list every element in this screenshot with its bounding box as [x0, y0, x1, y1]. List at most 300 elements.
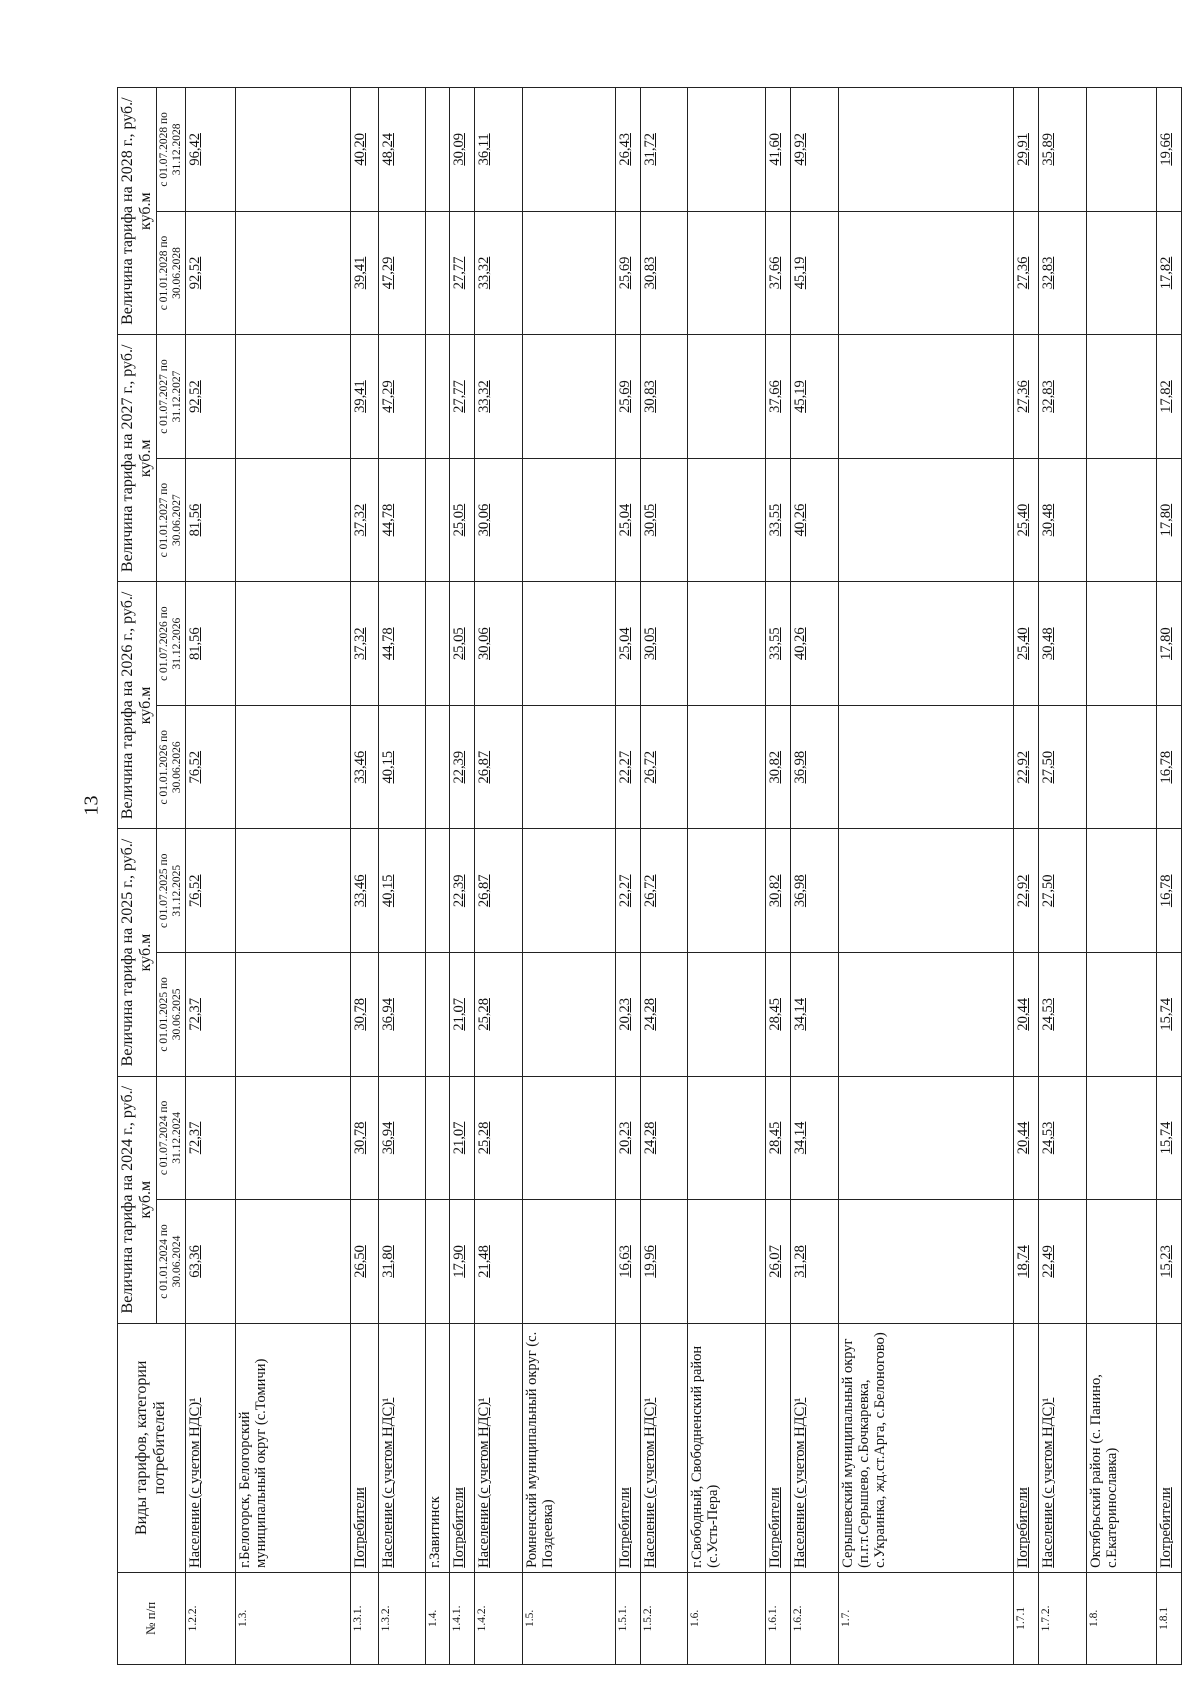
page-number: 13 — [80, 795, 103, 816]
tariff-value-text: 15,23 — [1157, 1245, 1174, 1278]
tariff-value-text: 76,52 — [186, 750, 203, 784]
tariff-value — [765, 1200, 790, 1324]
row-category-text: Потребители — [351, 1487, 368, 1568]
tariff-value-text: 33,55 — [766, 503, 783, 537]
tariff-value-text: 19,66 — [1157, 133, 1174, 166]
table-row — [522, 88, 615, 1665]
tariff-value-text: 20,44 — [1014, 998, 1031, 1031]
tariff-value — [1013, 88, 1038, 212]
tariff-value-text: 16,78 — [1157, 874, 1174, 908]
tariff-value — [426, 829, 450, 953]
tariff-value — [688, 829, 766, 953]
header-period: с 01.01.2025 по 30.06.2025 — [156, 953, 185, 1077]
tariff-value-text: 27,36 — [1014, 256, 1031, 290]
table-row — [350, 88, 378, 1665]
row-category-text: Потребители — [766, 1487, 783, 1568]
tariff-value — [475, 953, 523, 1077]
tariff-value — [765, 953, 790, 1077]
tariff-value-text: 19,96 — [641, 1245, 658, 1278]
tariff-value — [185, 335, 235, 459]
tariff-value-text: 28,45 — [766, 1121, 783, 1155]
tariff-value-text: 41,60 — [766, 133, 783, 166]
tariff-value-text: 36,98 — [791, 874, 808, 908]
row-category-text: Население (с учетом НДС)¹ — [186, 1397, 203, 1568]
tariff-value — [688, 582, 766, 706]
tariff-value — [790, 211, 838, 335]
tariff-value — [378, 705, 426, 829]
tariff-value — [235, 953, 350, 1077]
tariff-value — [765, 705, 790, 829]
row-category — [235, 1323, 350, 1572]
tariff-value — [1039, 705, 1087, 829]
tariff-value-text: 17,90 — [451, 1245, 468, 1278]
tariff-value — [688, 1200, 766, 1324]
row-number: 1.7.1 — [1013, 1572, 1038, 1664]
tariff-value — [522, 1200, 615, 1324]
tariff-value-text: 20,23 — [616, 998, 633, 1031]
row-category — [765, 1323, 790, 1572]
tariff-value — [1156, 582, 1181, 706]
table-row — [475, 88, 523, 1665]
tariff-value — [475, 88, 523, 212]
tariff-value-text: 26,87 — [476, 874, 493, 908]
tariff-value-text: 37,32 — [351, 503, 368, 537]
tariff-value — [1039, 458, 1087, 582]
tariff-value-text: 30,05 — [641, 503, 658, 537]
tariff-value — [615, 1076, 640, 1200]
tariff-value-text: 22,27 — [616, 874, 633, 908]
row-category — [475, 1323, 523, 1572]
tariff-value — [450, 1200, 475, 1324]
row-number: 1.6.2. — [790, 1572, 838, 1664]
table-row — [426, 88, 450, 1665]
tariff-value — [450, 211, 475, 335]
tariff-value-text: 30,83 — [641, 380, 658, 413]
tariff-table — [117, 87, 1182, 1665]
tariff-value — [765, 829, 790, 953]
tariff-value — [1039, 335, 1087, 459]
tariff-value — [615, 953, 640, 1077]
table-row — [235, 88, 350, 1665]
tariff-value — [426, 458, 450, 582]
row-category — [350, 1323, 378, 1572]
tariff-value — [640, 458, 688, 582]
tariff-value-text: 24,28 — [641, 998, 658, 1031]
tariff-value — [450, 582, 475, 706]
tariff-value — [1039, 1076, 1087, 1200]
tariff-value-text: 39,41 — [351, 380, 368, 413]
tariff-value — [790, 582, 838, 706]
tariff-value — [615, 458, 640, 582]
tariff-value — [378, 88, 426, 212]
tariff-value — [640, 1200, 688, 1324]
tariff-value — [522, 1076, 615, 1200]
tariff-value-text: 27,50 — [1040, 874, 1057, 908]
tariff-value-text: 47,29 — [379, 380, 396, 413]
tariff-value-text: 34,14 — [791, 998, 808, 1031]
tariff-value-text: 81,56 — [186, 627, 203, 660]
tariff-value — [1013, 1200, 1038, 1324]
tariff-value — [450, 705, 475, 829]
header-period: с 01.07.2028 по 31.12.2028 — [156, 88, 185, 212]
row-category-text: Население (с учетом НДС)¹ — [379, 1397, 396, 1568]
tariff-value — [378, 1076, 426, 1200]
tariff-value — [838, 705, 1013, 829]
tariff-value — [185, 1200, 235, 1324]
row-number: 1.4.1. — [450, 1572, 475, 1664]
header-period: с 01.01.2024 по 30.06.2024 — [156, 1200, 185, 1324]
tariff-value — [615, 88, 640, 212]
header-year-2027: Величина тарифа на 2027 г., руб./куб.м — [118, 335, 157, 582]
tariff-value — [185, 953, 235, 1077]
tariff-value-text: 25,28 — [476, 1121, 493, 1155]
tariff-value — [475, 705, 523, 829]
tariff-value — [235, 829, 350, 953]
tariff-value — [688, 211, 766, 335]
tariff-table-body — [185, 88, 1181, 1665]
row-number: 1.5.1. — [615, 1572, 640, 1664]
tariff-value — [640, 211, 688, 335]
tariff-value — [1086, 211, 1156, 335]
tariff-value-text: 15,74 — [1157, 998, 1174, 1031]
tariff-value — [350, 1076, 378, 1200]
table-row — [765, 88, 790, 1665]
tariff-value — [615, 582, 640, 706]
tariff-value — [790, 953, 838, 1077]
tariff-value — [1039, 88, 1087, 212]
tariff-value — [1013, 953, 1038, 1077]
header-row-years — [118, 88, 157, 1665]
tariff-value — [1086, 1076, 1156, 1200]
tariff-value-text: 33,46 — [351, 750, 368, 784]
tariff-value — [185, 1076, 235, 1200]
tariff-value — [426, 1200, 450, 1324]
row-number: 1.8.1 — [1156, 1572, 1181, 1664]
row-category — [426, 1323, 450, 1572]
tariff-value-text: 29,91 — [1014, 133, 1031, 166]
row-category — [522, 1323, 615, 1572]
tariff-value-text: 33,32 — [476, 380, 493, 413]
row-number: 1.4.2. — [475, 1572, 523, 1664]
tariff-value-text: 31,72 — [641, 133, 658, 166]
tariff-value — [522, 829, 615, 953]
row-category — [838, 1323, 1013, 1572]
tariff-value-text: 17,80 — [1157, 503, 1174, 537]
tariff-value-text: 16,78 — [1157, 750, 1174, 784]
tariff-value-text: 27,50 — [1040, 750, 1057, 784]
tariff-value-text: 47,29 — [379, 256, 396, 290]
row-number: 1.8. — [1086, 1572, 1156, 1664]
tariff-value — [838, 953, 1013, 1077]
tariff-value — [350, 829, 378, 953]
tariff-value-text: 22,27 — [616, 750, 633, 784]
row-category-text: г.Белогорск, Белогорский муниципальный округ (с.Томичи) — [236, 1358, 269, 1568]
tariff-value — [1039, 953, 1087, 1077]
row-category — [185, 1323, 235, 1572]
row-category — [450, 1323, 475, 1572]
tariff-value — [378, 1200, 426, 1324]
tariff-value-text: 25,69 — [616, 380, 633, 413]
tariff-value-text: 81,56 — [186, 503, 203, 537]
header-period: с 01.07.2025 по 31.12.2025 — [156, 829, 185, 953]
table-row — [640, 88, 688, 1665]
tariff-value-text: 30,09 — [451, 133, 468, 166]
tariff-value-text: 30,82 — [766, 750, 783, 784]
tariff-value-text: 22,39 — [451, 874, 468, 908]
tariff-value-text: 17,80 — [1157, 627, 1174, 660]
tariff-value-text: 24,53 — [1040, 998, 1057, 1031]
tariff-value — [765, 335, 790, 459]
tariff-value — [350, 458, 378, 582]
header-year-2024: Величина тарифа на 2024 г., руб./куб.м — [118, 1076, 157, 1323]
tariff-value-text: 39,41 — [351, 256, 368, 290]
row-category — [1086, 1323, 1156, 1572]
tariff-value-text: 27,77 — [451, 256, 468, 290]
tariff-value-text: 30,48 — [1040, 503, 1057, 537]
tariff-value — [450, 88, 475, 212]
tariff-value-text: 30,78 — [351, 998, 368, 1031]
tariff-value — [1013, 458, 1038, 582]
tariff-value-text: 25,28 — [476, 998, 493, 1031]
table-row — [1013, 88, 1038, 1665]
header-year-2028: Величина тарифа на 2028 г., руб./куб.м — [118, 88, 157, 335]
row-category — [378, 1323, 426, 1572]
tariff-value — [475, 1200, 523, 1324]
tariff-value — [1086, 829, 1156, 953]
tariff-value-text: 36,94 — [379, 998, 396, 1031]
tariff-value — [1086, 953, 1156, 1077]
tariff-value — [790, 1200, 838, 1324]
row-category — [1039, 1323, 1087, 1572]
tariff-value — [1086, 335, 1156, 459]
rotated-tariff-table-frame — [117, 87, 1182, 1665]
tariff-value-text: 40,20 — [351, 133, 368, 166]
row-number: 1.2.2. — [185, 1572, 235, 1664]
tariff-value — [185, 705, 235, 829]
tariff-value-text: 92,52 — [186, 380, 203, 413]
tariff-value — [790, 335, 838, 459]
tariff-value — [450, 953, 475, 1077]
tariff-value-text: 22,49 — [1040, 1245, 1057, 1278]
tariff-value — [1013, 211, 1038, 335]
tariff-value — [1156, 953, 1181, 1077]
tariff-value-text: 21,07 — [451, 1121, 468, 1155]
row-category — [688, 1323, 766, 1572]
tariff-value — [838, 458, 1013, 582]
tariff-value — [838, 582, 1013, 706]
tariff-value — [615, 829, 640, 953]
row-category-text: Потребители — [616, 1487, 633, 1568]
tariff-value — [640, 335, 688, 459]
tariff-value-text: 63,36 — [186, 1245, 203, 1278]
row-category-text: г.Свободный, Свободненский район (с.Усть-Пера) — [689, 1345, 722, 1568]
tariff-value-text: 17,82 — [1157, 380, 1174, 413]
row-number: 1.7. — [838, 1572, 1013, 1664]
tariff-value-text: 37,32 — [351, 627, 368, 660]
tariff-value — [688, 88, 766, 212]
tariff-value-text: 37,66 — [766, 256, 783, 290]
tariff-value — [790, 88, 838, 212]
header-no: № п/п — [118, 1572, 186, 1664]
tariff-value — [522, 953, 615, 1077]
tariff-value — [838, 335, 1013, 459]
tariff-value — [475, 458, 523, 582]
tariff-value-text: 37,66 — [766, 380, 783, 413]
tariff-value — [235, 582, 350, 706]
table-row — [378, 88, 426, 1665]
row-category-text: Потребители — [1157, 1487, 1174, 1568]
tariff-value — [235, 458, 350, 582]
tariff-value-text: 31,80 — [379, 1245, 396, 1278]
tariff-value — [765, 211, 790, 335]
tariff-value — [378, 211, 426, 335]
tariff-value-text: 24,53 — [1040, 1121, 1057, 1155]
tariff-value-text: 30,78 — [351, 1121, 368, 1155]
tariff-value-text: 21,07 — [451, 998, 468, 1031]
tariff-value — [522, 211, 615, 335]
tariff-value — [350, 705, 378, 829]
tariff-value-text: 26,50 — [351, 1245, 368, 1278]
tariff-value — [790, 1076, 838, 1200]
tariff-value — [378, 953, 426, 1077]
table-row — [1156, 88, 1181, 1665]
tariff-value — [426, 335, 450, 459]
tariff-value-text: 30,82 — [766, 874, 783, 908]
table-row — [790, 88, 838, 1665]
tariff-value — [426, 88, 450, 212]
tariff-value — [378, 582, 426, 706]
tariff-value-text: 34,14 — [791, 1121, 808, 1155]
tariff-value — [350, 953, 378, 1077]
tariff-value — [615, 705, 640, 829]
row-category-text: Потребители — [451, 1487, 468, 1568]
header-year-2025: Величина тарифа на 2025 г., руб./куб.м — [118, 829, 157, 1076]
tariff-value-text: 25,04 — [616, 503, 633, 537]
table-row — [1039, 88, 1087, 1665]
tariff-value-text: 25,40 — [1014, 627, 1031, 660]
tariff-value-text: 72,37 — [186, 1121, 203, 1155]
tariff-value — [185, 211, 235, 335]
tariff-value-text: 36,94 — [379, 1121, 396, 1155]
tariff-value-text: 44,78 — [379, 503, 396, 537]
row-category-text: Ромненский муниципальный округ (с. Поздеевка) — [523, 1331, 557, 1568]
tariff-value — [1156, 88, 1181, 212]
tariff-value-text: 17,82 — [1157, 256, 1174, 290]
row-category-text: Население (с учетом НДС)¹ — [1040, 1397, 1057, 1568]
tariff-value-text: 35,89 — [1040, 133, 1057, 166]
tariff-value — [1013, 1076, 1038, 1200]
tariff-value — [688, 335, 766, 459]
header-period: с 01.01.2028 по 30.06.2028 — [156, 211, 185, 335]
tariff-value — [1156, 211, 1181, 335]
row-number: 1.5. — [522, 1572, 615, 1664]
tariff-value-text: 22,92 — [1014, 874, 1031, 908]
tariff-value — [475, 1076, 523, 1200]
row-category-text: Октябрьский район (с. Панино, с.Екатеринославка) — [1087, 1374, 1120, 1568]
tariff-value-text: 44,78 — [379, 627, 396, 660]
tariff-value-text: 25,05 — [451, 627, 468, 660]
tariff-value-text: 45,19 — [791, 256, 808, 290]
tariff-value — [640, 953, 688, 1077]
row-number: 1.6. — [688, 1572, 766, 1664]
tariff-value-text: 36,11 — [476, 133, 493, 166]
tariff-value — [838, 1076, 1013, 1200]
tariff-value — [350, 582, 378, 706]
tariff-value — [185, 458, 235, 582]
tariff-value — [350, 88, 378, 212]
tariff-value — [640, 829, 688, 953]
tariff-value-text: 49,92 — [791, 133, 808, 166]
tariff-value — [1039, 829, 1087, 953]
tariff-value-text: 48,24 — [379, 133, 396, 166]
table-row — [1086, 88, 1156, 1665]
tariff-value-text: 27,77 — [451, 380, 468, 413]
row-category-text: Потребители — [1014, 1487, 1031, 1568]
header-kind: Виды тарифов, категории потребителей — [118, 1323, 186, 1572]
tariff-value-text: 27,36 — [1014, 380, 1031, 413]
tariff-value — [1156, 1076, 1181, 1200]
tariff-value — [475, 829, 523, 953]
tariff-value — [475, 335, 523, 459]
tariff-value — [615, 211, 640, 335]
tariff-value-text: 30,05 — [641, 627, 658, 660]
tariff-value — [450, 829, 475, 953]
tariff-value — [522, 705, 615, 829]
tariff-value-text: 15,74 — [1157, 1121, 1174, 1155]
tariff-value-text: 30,48 — [1040, 627, 1057, 660]
tariff-value — [522, 582, 615, 706]
tariff-value-text: 28,45 — [766, 998, 783, 1031]
tariff-value-text: 26,72 — [641, 750, 658, 784]
tariff-value — [350, 211, 378, 335]
tariff-value — [838, 211, 1013, 335]
tariff-value-text: 26,87 — [476, 750, 493, 784]
tariff-value-text: 30,06 — [476, 503, 493, 537]
tariff-value — [790, 458, 838, 582]
tariff-value-text: 21,48 — [476, 1245, 493, 1278]
tariff-value — [450, 335, 475, 459]
tariff-value-text: 20,23 — [616, 1121, 633, 1155]
row-category-text: Население (с учетом НДС)¹ — [476, 1397, 493, 1568]
row-number: 1.6.1. — [765, 1572, 790, 1664]
tariff-value-text: 33,55 — [766, 627, 783, 660]
row-category — [1156, 1323, 1181, 1572]
tariff-value-text: 76,52 — [186, 874, 203, 908]
tariff-value-text: 25,04 — [616, 627, 633, 660]
tariff-value — [688, 705, 766, 829]
tariff-value — [185, 88, 235, 212]
tariff-value — [378, 335, 426, 459]
row-category — [640, 1323, 688, 1572]
tariff-value — [522, 335, 615, 459]
tariff-value-text: 24,28 — [641, 1121, 658, 1155]
row-number: 1.4. — [426, 1572, 450, 1664]
row-category-text: г.Завитинск — [427, 1496, 444, 1568]
tariff-value — [378, 829, 426, 953]
tariff-value — [615, 1200, 640, 1324]
tariff-value-text: 26,72 — [641, 874, 658, 908]
tariff-value — [1039, 582, 1087, 706]
tariff-value — [450, 458, 475, 582]
tariff-value-text: 26,07 — [766, 1245, 783, 1278]
tariff-value — [350, 1200, 378, 1324]
tariff-value — [838, 829, 1013, 953]
tariff-value — [1086, 88, 1156, 212]
tariff-value — [1039, 211, 1087, 335]
tariff-value — [640, 1076, 688, 1200]
tariff-value — [1013, 582, 1038, 706]
tariff-value — [1086, 458, 1156, 582]
